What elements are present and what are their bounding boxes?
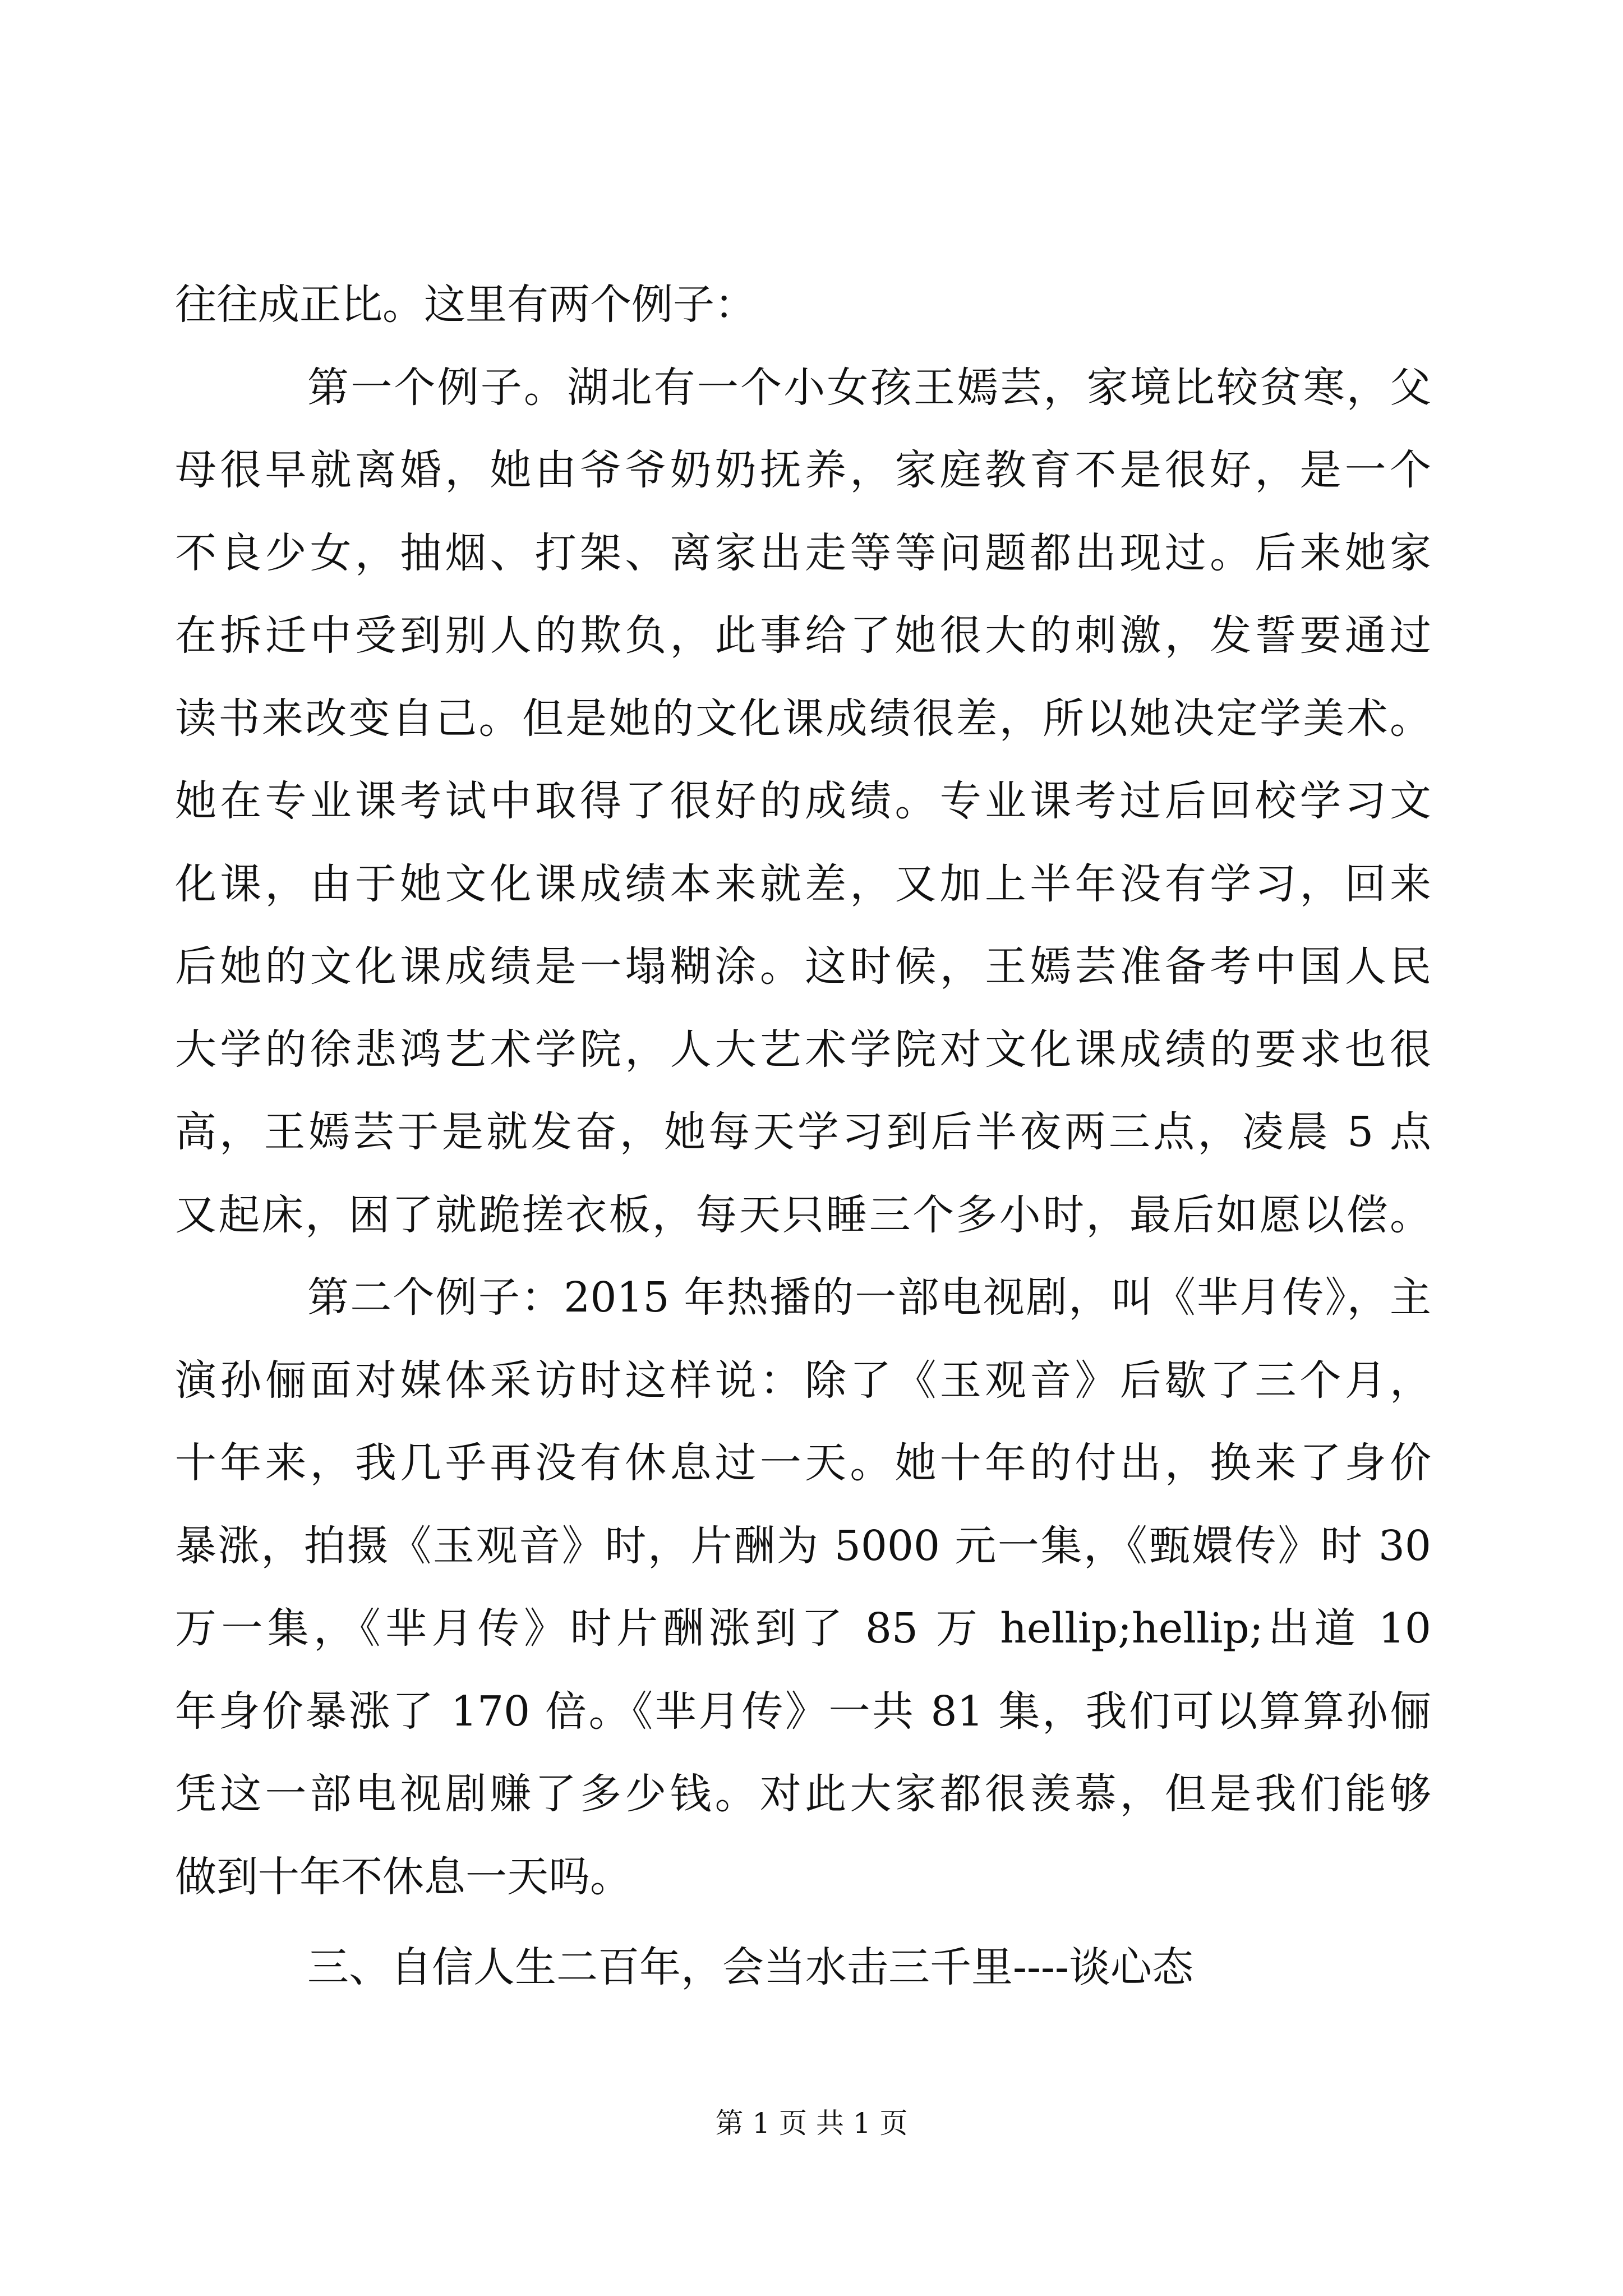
- text-line: 往往成正比。这里有两个例子：: [175, 280, 756, 329]
- text-line: 又起床，困了就跪搓衣板，每天只睡三个多小时，最后如愿以偿。: [175, 1190, 1431, 1239]
- paragraph-start-line: 第一个例子。湖北有一个小女孩王嫣芸，家境比较贫寒，父: [307, 363, 1431, 412]
- text-line: 在拆迁中受到别人的欺负，此事给了她很大的刺激，发誓要通过: [175, 611, 1431, 660]
- text-line: 年身价暴涨了 170 倍。《芈月传》一共 81 集，我们可以算算孙俪: [175, 1687, 1431, 1736]
- text-line: 十年来，我几乎再没有休息过一天。她十年的付出，换来了身价: [175, 1439, 1431, 1487]
- text-line: 化课，由于她文化课成绩本来就差，又加上半年没有学习，回来: [175, 859, 1431, 908]
- text-line: 做到十年不休息一天吗。: [175, 1852, 631, 1901]
- text-line: 演孙俪面对媒体采访时这样说：除了《玉观音》后歇了三个月，: [175, 1356, 1431, 1405]
- section-heading: 三、自信人生二百年，会当水击三千里----谈心态: [307, 1943, 1194, 1991]
- page-footer: 第 1 页 共 1 页: [715, 2107, 908, 2139]
- text-line: 暴涨，拍摄《玉观音》时，片酬为 5000 元一集，《甄嬛传》时 30: [175, 1521, 1431, 1570]
- paragraph-start-line: 第二个例子：2015 年热播的一部电视剧，叫《芈月传》，主: [307, 1273, 1431, 1322]
- text-line: 她在专业课考试中取得了很好的成绩。专业课考过后回校学习文: [175, 777, 1431, 825]
- text-line: 读书来改变自己。但是她的文化课成绩很差，所以她决定学美术。: [175, 694, 1431, 743]
- document-body: [175, 264, 1431, 2009]
- text-line: 大学的徐悲鸿艺术学院，人大艺术学院对文化课成绩的要求也很: [175, 1025, 1431, 1074]
- text-line: 万一集，《芈月传》时片酬涨到了 85 万 hellip;hellip;出道 10: [175, 1604, 1431, 1653]
- text-line: 母很早就离婚，她由爷爷奶奶抚养，家庭教育不是很好，是一个: [175, 446, 1431, 494]
- text-line: 后她的文化课成绩是一塌糊涂。这时候，王嫣芸准备考中国人民: [175, 942, 1431, 991]
- text-line: 高，王嫣芸于是就发奋，她每天学习到后半夜两三点，凌晨 5 点: [175, 1108, 1431, 1156]
- text-line: 不良少女，抽烟、打架、离家出走等等问题都出现过。后来她家: [175, 528, 1431, 577]
- text-line: 凭这一部电视剧赚了多少钱。对此大家都很羡慕，但是我们能够: [175, 1770, 1431, 1818]
